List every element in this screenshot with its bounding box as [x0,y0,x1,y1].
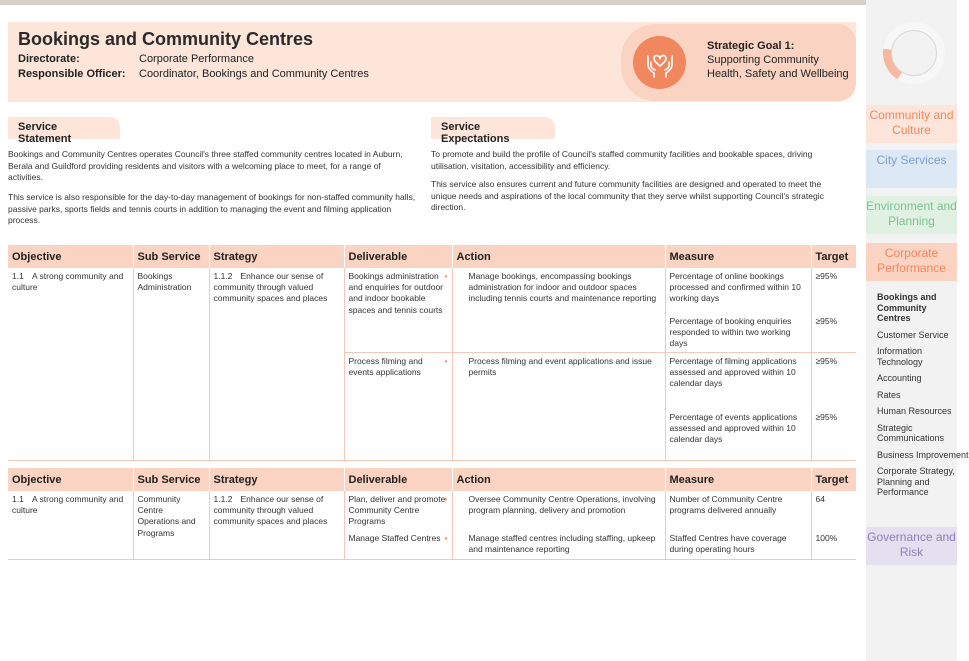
col-objective: Objective [8,468,133,491]
table-row [8,491,856,530]
sidebar-subitem-customer-service[interactable]: Customer Service [877,329,949,340]
sidebar-subitem-rates[interactable]: Rates [877,389,901,400]
objective-cell [8,268,133,460]
deliverable-cell: Bookings administration and enquiries for outdoor and indoor bookable spaces and tennis courts [344,268,452,352]
sidebar-subitem-business-improvement[interactable]: Business Improvement [877,449,969,460]
sidebar-sub-list [877,292,969,504]
action-text: Process filming and event applications and issue permits [468,355,652,377]
action-text: Manage staffed centres including staffing, upkeep and maintenance reporting [468,533,656,555]
target-cell: 100% [815,533,838,543]
sidebar-subitem-accounting[interactable]: Accounting [877,373,922,383]
target-value: ≥95% [815,316,838,326]
sidebar-item-governance-and-risk[interactable]: Governance and Risk [866,527,957,565]
sub-service-cell: Bookings Administration [133,268,209,460]
goal-text [707,39,849,81]
col-strategy: Strategy [209,468,344,491]
service-statement-para-2: This service is also responsible for the day-to-day management of bookings for non-staffed community halls, passive parks, sports fields and tennis courts in addition to managing the event and filming application process. [8,192,416,225]
strategic-goal-box [621,24,856,101]
measure-cell: Staffed Centres have coverage during operating hours [665,530,811,559]
bullet-icon: • [444,494,448,504]
measure-text: Percentage of booking enquiries responded to within two working days [669,316,792,349]
col-strategy: Strategy [209,245,344,268]
objective-text: A strong community and culture [12,271,124,293]
directorate-label: Directorate: [18,53,80,65]
sidebar-item-environment-and-planning[interactable]: Environment and Planning [866,196,957,234]
col-action: Action [452,468,665,491]
sidebar-subitem-human-resources[interactable]: Human Resources [877,406,952,416]
officer-value: Coordinator, Bookings and Community Centres [139,68,369,80]
col-target: Target [811,245,856,268]
directorate-row [18,53,254,65]
sidebar-subitem-corporate-strategy[interactable]: Corporate Strategy, Planning and Performance [877,466,955,497]
target-cell [811,352,856,460]
service-expectations-para-2: This service also ensures current and future community facilities are designed and operated to meet the unique needs and aspirations of the local community that they serve whilst supporting Council's strategic direction. [431,179,824,212]
officer-row [18,68,369,80]
directorate-value: Corporate Performance [139,53,254,65]
objective-number: 1.1 [12,494,24,504]
deliverable-cell: Manage Staffed Centres [344,530,452,559]
sidebar-subitem-information-technology[interactable]: Information Technology [877,346,923,367]
service-table-community-centres [8,468,856,560]
officer-label: Responsible Officer: [18,68,126,80]
sidebar-item-community-and-culture[interactable]: Community and Culture [866,105,957,143]
action-text: Oversee Community Centre Operations, involving program planning, delivery and promotion [468,494,656,516]
progress-donut [883,22,945,84]
col-measure: Measure [665,245,811,268]
measure-text: Percentage of events applications assessed and approved within 10 calendar days [669,411,798,445]
col-deliverable: Deliverable [344,245,452,268]
table-header-row [8,245,856,268]
service-expectations-para-1: To promote and build the profile of Council's staffed community facilities and bookable spaces, driving utilisation, visitation, accessibility and efficiency. [431,149,813,171]
sidebar-item-corporate-performance[interactable]: Corporate Performance [866,243,957,281]
action-cell [444,530,665,559]
strategy-text: Enhance our sense of community through valued community spaces and places [213,494,328,527]
measure-cell [665,352,811,460]
strategy-cell [209,268,344,460]
col-sub-service: Sub Service [133,468,209,491]
strategy-number: 1.1.2 [213,271,233,281]
col-sub-service: Sub Service [133,245,209,268]
target-cell: 64 [815,494,825,504]
sub-service-cell: Community Centre Operations and Programs [133,491,209,559]
action-text: Manage bookings, encompassing bookings administration for indoor and outdoor spaces including tennis courts and maintenance reporting [468,271,657,304]
measure-cell: Number of Community Centre programs delivered annually [665,491,811,530]
col-deliverable: Deliverable [344,468,452,491]
goal-line-2: Health, Safety and Wellbeing [707,68,849,80]
col-target: Target [811,468,856,491]
action-cell [444,491,665,530]
service-statement-label: Service Statement [8,117,120,139]
objective-text: A strong community and culture [12,494,124,516]
bullet-icon: • [444,533,448,543]
target-value: ≥95% [815,411,838,422]
goal-line-1: Supporting Community [707,54,819,66]
col-measure: Measure [665,468,811,491]
col-action: Action [452,245,665,268]
sidebar-subitem-strategic-communications[interactable]: Strategic Communications [877,422,945,443]
target-value: ≥95% [815,271,838,281]
service-expectations-label: Service Expectations [431,117,555,139]
objective-number: 1.1 [12,271,24,281]
section-sidebar [866,0,969,661]
table-header-row [8,468,856,491]
sidebar-subitem-bookings[interactable]: Bookings and Community Centres [877,292,937,323]
measure-text: Percentage of online bookings processed and confirmed within 10 working days [669,271,801,304]
service-table-bookings [8,245,856,461]
bullet-icon: • [444,355,448,366]
strategy-cell [209,491,344,559]
action-cell [444,268,665,352]
measure-text: Percentage of filming applications assessed and approved within 10 calendar days [669,355,797,389]
page-title: Bookings and Community Centres [18,29,314,49]
top-nav-strip [0,0,866,5]
target-value: ≥95% [815,355,838,366]
heart-in-hands-icon [633,36,686,89]
action-cell [444,352,665,460]
table-row [8,268,856,352]
bullet-icon: • [444,271,448,281]
goal-title: Strategic Goal 1: [707,40,795,52]
measure-cell [665,268,811,352]
service-statement-para-1: Bookings and Community Centres operates Council's three staffed community centres located in Auburn, Berala and Guildford providing residents and visitors with a welcoming place to meet, for a range of activities. [8,149,403,182]
objective-cell [8,491,133,559]
col-objective: Objective [8,245,133,268]
deliverable-cell: Plan, deliver and promote Community Centre Programs [344,491,452,530]
target-cell [811,268,856,352]
strategy-text: Enhance our sense of community through valued community spaces and places [213,271,328,304]
sidebar-item-city-services[interactable]: City Services [866,150,957,188]
strategy-number: 1.1.2 [213,494,233,504]
deliverable-cell: Process filming and events applications [344,352,452,460]
